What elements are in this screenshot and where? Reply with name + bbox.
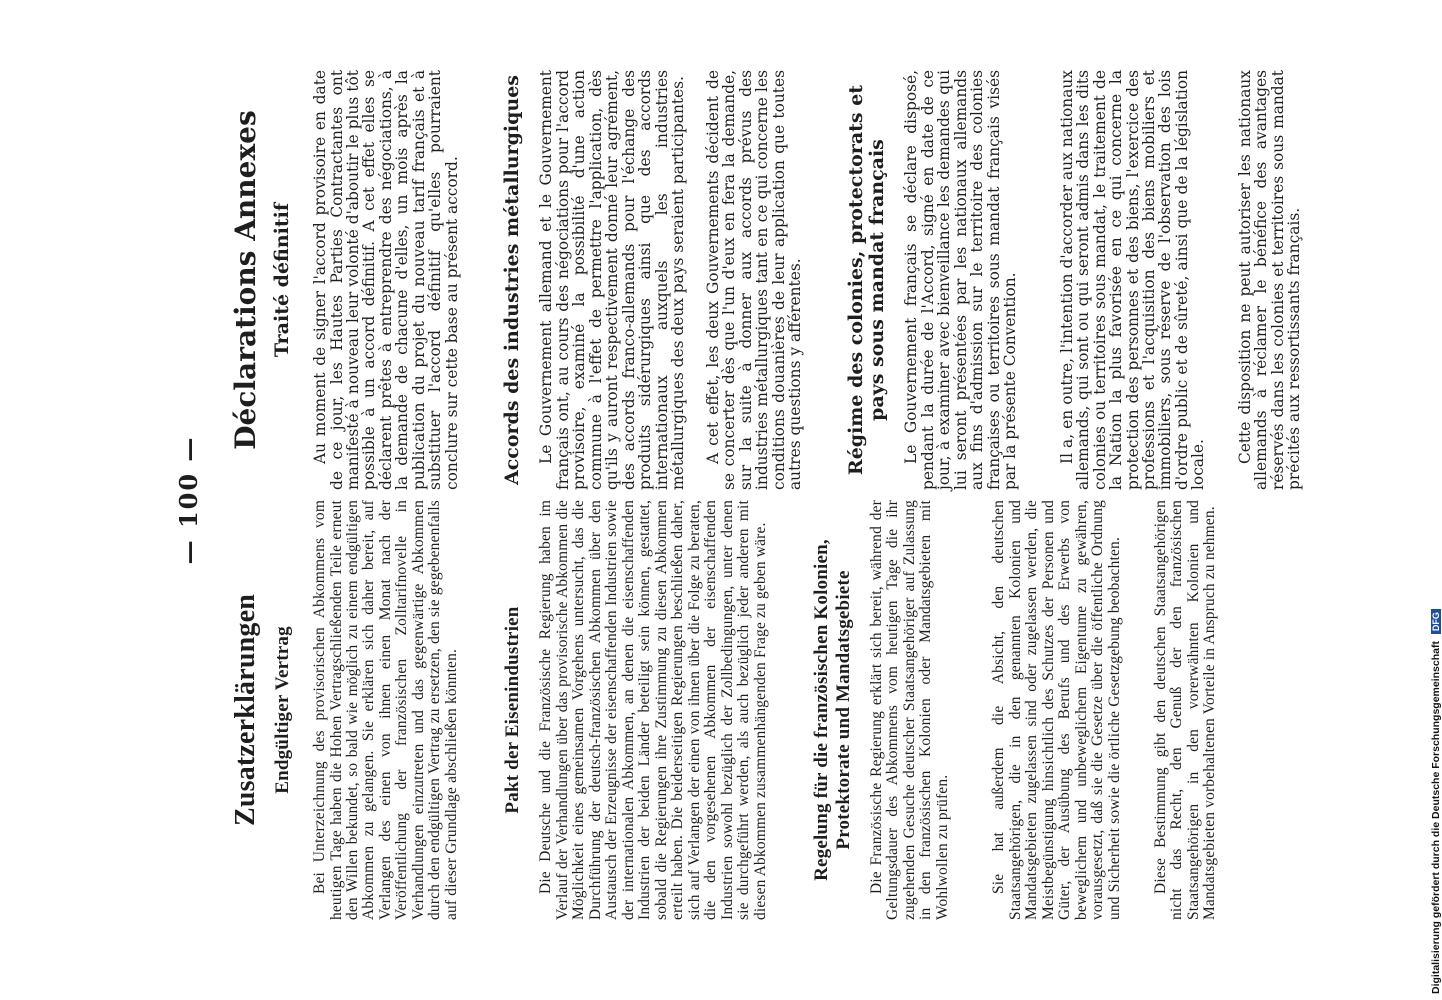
french-column bbox=[230, 70, 1303, 490]
german-section3-paragraph-3: Diese Bestimmung gibt den deutschen Staatsangehörigen nicht das Recht, den Genuß der den französischen Staatsangehörigen in den vorerwähnten Kolonien und Mandatsgebieten vorbehaltenen Vorteile in Anspruch zu nehmen. bbox=[1152, 500, 1219, 920]
french-section2-paragraph-1: Le Gouvernement allemand et le Gouvernement français ont, au cours des négociations pour l'accord provisoire, examiné la possibilité d'une action commune à l'effet de permettre l'application, dès qu'ils y auront respectivement donné leur agrément, des accords franco-allemands pour l'échange des produits sidérurgiques ainsi que des accords internationaux auxquels les industries métallurgiques des deux pays seraient participantes. bbox=[537, 70, 688, 490]
german-column bbox=[230, 500, 1219, 920]
german-section3-title: Regelung für die französischen Kolonien, Protektorate und Mandatsgebiete bbox=[811, 539, 854, 881]
dfg-logo: DFG bbox=[1431, 609, 1441, 634]
french-section3-title: Régime des colonies, protectorats et pays sous mandat français bbox=[844, 84, 889, 476]
french-section2-paragraph-2: A cet effet, les deux Gouvernements décident de se concerter dès que l'un d'eux en fera la demande, sur la suite à donner aux accords prévus des industries métallurgiques tant en ce qui concerne les conditions douanières de leur application que toutes autres questions y afférentes. bbox=[703, 70, 805, 490]
german-section3-paragraph-1: Die Französische Regierung erklärt sich bereit, während der Geltungsdauer des Abkommens vom heutigen Tage die ihr zugehenden Gesuche deutscher Staatsangehöriger auf Zulassung in den französischen Kolonien oder Mandatsgebieten mit Wohlwollen zu prüfen. bbox=[867, 500, 951, 920]
german-section2-title: Pakt der Eisenindustrien bbox=[502, 606, 524, 814]
french-intro-paragraph: Au moment de signer l'accord provisoire en date de ce jour, les Hautes Parties Contractantes ont manifesté à nouveau leur volonté d'aboutir le plus tôt possible à un accord définitif. A cet effet elles se déclarent prêtes à entreprendre des négociations, à la demande de chacune d'elles, un mois après la publication du projet du nouveau tarif français et à substituer l'accord définitif qu'elles pourraient conclure sur cette base au présent accord. bbox=[311, 70, 461, 490]
rotated-document-page bbox=[150, 70, 1410, 920]
french-section3-paragraph-3: Cette disposition ne peut autoriser les nationaux allemands à réclamer le bénéfice des avantages réservés dans les colonies et territoires sous mandat précités aux ressortissants français. bbox=[1235, 70, 1304, 490]
german-title: Zusatzerklärungen bbox=[230, 593, 261, 827]
french-title: Déclarations Annexes bbox=[229, 110, 262, 450]
french-section3-paragraph-1: Le Gouvernement français se déclare disposé, pendant la durée de l'Accord, signé en date de ce jour, à examiner avec bienveillance les demandes qui lui seront présentées par les nationaux allemands aux fins d'admission sur le territoire des colonies françaises ou territoires sous mandat français visés par la présente Convention. bbox=[902, 70, 1020, 490]
german-section3-paragraph-2: Sie hat außerdem die Absicht, den deutschen Staatsangehörigen, die in den genannten Kolonien und Mandatsgebieten zugelassen sind oder zugelassen werden, die Meistbegünstigung hinsichtlich des Schutzes der Personen und Güter, der Ausübung des Berufs und des Erwerbs von beweglichem und unbeweglichem Eigentume zu gewähren, vorausgesetzt, daß sie die Gesetze über die öffentliche Ordnung und Sicherheit sowie die örtliche Gesetzgebung beobachten. bbox=[990, 500, 1123, 920]
page-number: — 100 — bbox=[174, 435, 203, 565]
french-subtitle: Traité définitif bbox=[271, 202, 294, 358]
french-section2-title: Accords des industries métallurgiques bbox=[501, 75, 524, 486]
digitization-credit bbox=[1430, 609, 1442, 994]
german-section2-paragraph: Die Deutsche und die Französische Regierung haben im Verlauf der Verhandlungen über das provisorische Abkommen die Möglichkeit eines gemeinsamen Vorgehens untersucht, das die Durchführung der deutsch-französischen Abkommen über den Austausch der Erzeugnisse der eisenschaffenden Industrien sowie der internationalen Abkommen, an denen die eisenschaffenden Industrien der beiden Länder beteiligt sein können, gestattet, sobald die Regierungen ihre Zustimmung zu diesen Abkommen erteilt haben. Die beiderseitigen Regierungen beschließen daher, sich auf Verlangen der einen von ihnen über die Folge zu beraten, die den vorgesehenen Abkommen der eisenschaffenden Industrien sowohl bezüglich der Zollbedingungen, unter denen sie durchgeführt werden, als auch bezüglich jeder anderen mit diesen Abkommen zusammenhängenden Frage zu geben wäre. bbox=[537, 500, 769, 920]
french-section3-paragraph-2: Il a, en outre, l'intention d'accorder aux nationaux allemands, qui sont ou qui seront admis dans les dits colonies ou territoires sous mandat, le traitement de la Nation la plus favorisée en ce qui concerne la protection des personnes et des biens, l'exercice des professions et l'acquisition des biens mobiliers et immobiliers, sous réserve de l'observation des lois d'ordre public et de sûreté, ainsi que de la législation locale. bbox=[1057, 70, 1208, 490]
german-intro-paragraph: Bei Unterzeichnung des provisorischen Abkommens vom heutigen Tage haben die Hohen Vertragschließenden Teile erneut den Willen bekundet, so bald wie möglich zu einem endgültigen Abkommen zu gelangen. Sie erklären sich daher bereit, auf Verlangen des einen von ihnen einen Monat nach der Veröffentlichung der französischen Zolltarifnovelle in Verhandlungen einzutreten und das gegenwärtige Abkommen durch den endgültigen Vertrag zu ersetzen, den sie gegebenenfalls auf dieser Grundlage abschließen könnten. bbox=[311, 500, 460, 920]
digitization-credit-text: Digitalisierung gefördert durch die Deutsche Forschungsgemeinschaft bbox=[1430, 641, 1442, 994]
german-subtitle: Endgültiger Vertrag bbox=[272, 626, 294, 794]
